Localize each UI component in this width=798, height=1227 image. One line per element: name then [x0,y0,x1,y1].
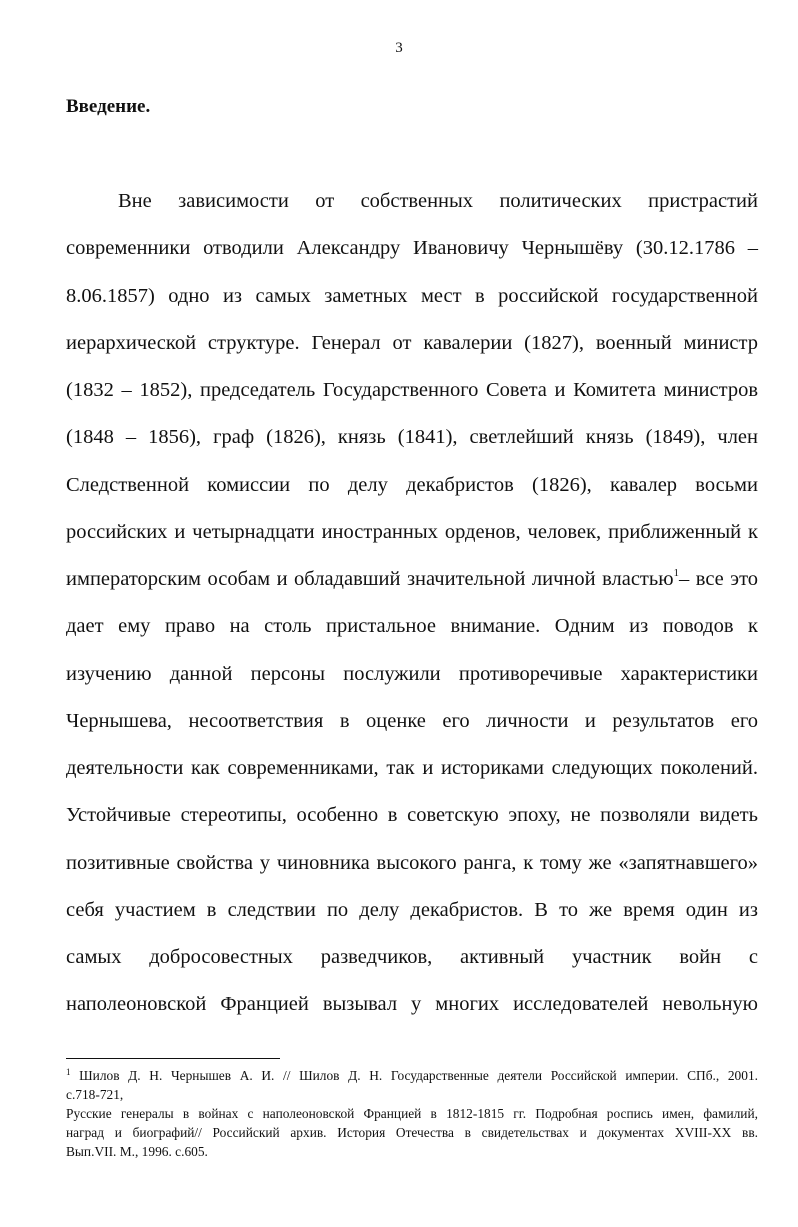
footnote-line: Вып.VII. М., 1996. с.605. [66,1144,208,1159]
body-line-with-footnote [66,564,758,611]
footnote-text: Шилов Д. Н. Чернышев А. И. // Шилов Д. Н. Государственные деятели Российской империи. СПб., 2001. [79,1068,758,1083]
body-line: наполеоновской Францией вызывал у многих исследователей невольную [66,993,758,1016]
section-heading: Введение. [66,96,151,117]
footnote-line [66,1066,758,1085]
body-line: современники отводили Александру Ивановичу Чернышёву (30.12.1786 – [66,237,758,260]
body-line: деятельности как современниками, так и историками следующих поколений. [66,757,758,779]
body-line: иерархической структуре. Генерал от кавалерии (1827), военный министр [66,331,758,354]
footnote-line: Русские генералы в войнах с наполеоновской Францией в 1812-1815 гг. Подробная роспись имен, фамилий, [66,1106,758,1121]
body-line: (1832 – 1852), председатель Государственного Совета и Комитета министров [66,379,758,401]
body-line: позитивные свойства у чиновника высокого ранга, к тому же «запятнавшего» [66,851,758,874]
footnotes [66,1066,758,1161]
footnote-reference[interactable]: 1 [673,567,680,579]
body-line: себя участием в следствии по делу декабристов. В то же время один из [66,898,758,921]
body-line: 8.06.1857) одно из самых заметных мест в российской государственной [66,284,758,307]
body-line: российских и четырнадцати иностранных орденов, человек, приближенный к [66,520,758,543]
footnote-divider [66,1058,280,1059]
body-line: Следственной комиссии по делу декабристов (1826), кавалер восьми [66,473,758,496]
footnote-number: 1 [66,1067,71,1077]
body-line: самых добросовестных разведчиков, активный участник войн с [66,946,758,968]
body-line-text: императорским особам и обладавший значительной личной властью [66,568,674,590]
body-line: дает ему право на столь пристальное внимание. Одним из поводов к [66,615,758,638]
body-line: Устойчивые стереотипы, особенно в советскую эпоху, не позволяли видеть [66,804,758,827]
body-line: Вне зависимости от собственных политических пристрастий [118,190,758,212]
page-number: 3 [395,40,403,56]
body-line: изучению данной персоны послужили противоречивые характеристики [66,662,758,685]
body-line-tail: – все это [679,568,759,590]
body-text [66,186,758,1037]
body-line: Чернышева, несоответствия в оценке его личности и результатов его [66,709,758,732]
body-line: (1848 – 1856), граф (1826), князь (1841), светлейший князь (1849), член [66,426,758,449]
footnote-line: с.718-721, [66,1087,124,1102]
footnote-line: наград и биографий// Российский архив. История Отечества в свидетельствах и документах XVIII-XX вв. [66,1125,758,1140]
